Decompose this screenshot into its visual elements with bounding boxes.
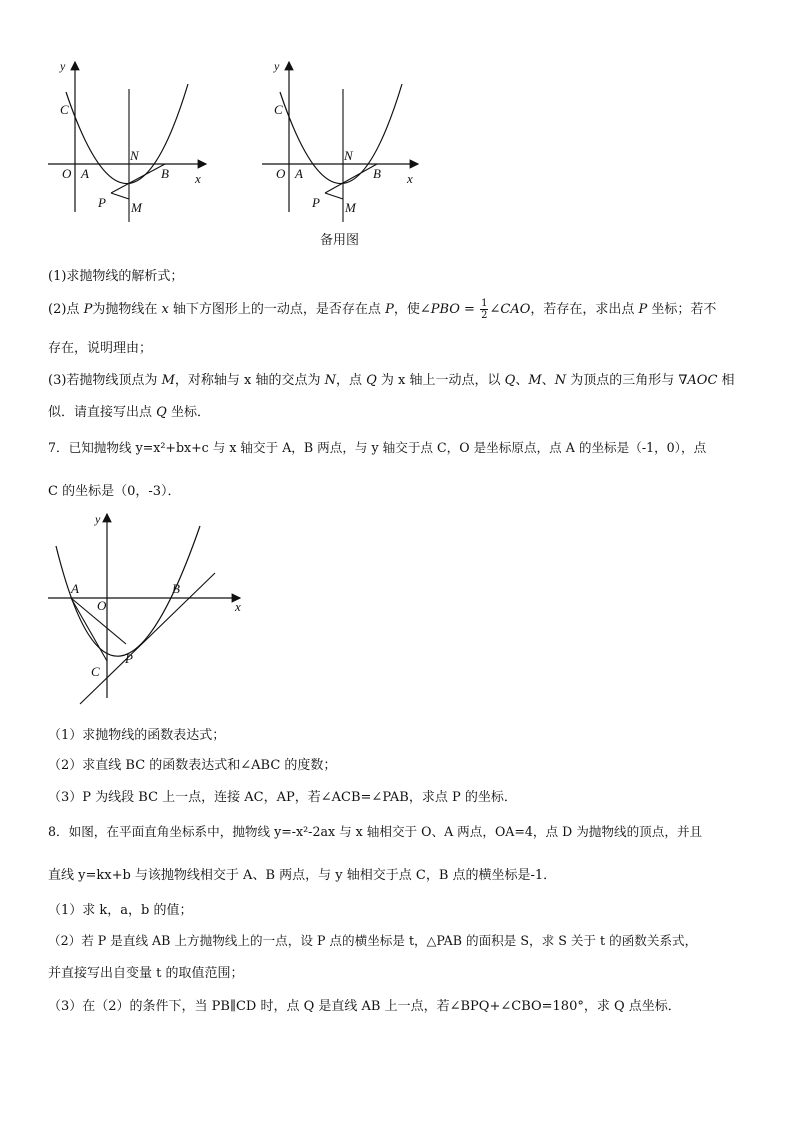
label-a: A [81,166,89,181]
p8-q2-line2: 并直接写出自变量 t 的取值范围； [48,966,244,981]
p6-q2-f: 坐标；若不 [647,302,717,317]
label-a: A [295,166,303,181]
label-p: P [98,195,106,210]
p6-q3-q: Q [366,373,377,388]
p6-q3-q2: Q [504,373,516,388]
label-b: B [373,166,381,181]
p8-q2-line1: （2）若 P 是直线 AB 上方抛物线上的一点，设 P 点的横坐标是 t，△PAB 的面积是 S，求 S 关于 t 的函数关系式， [48,933,698,948]
p6-q3-e: 、 [515,373,529,388]
p6-q2-pbo: PBO [430,302,460,317]
p6-q2-p1: P [83,302,93,317]
segment-pm [325,193,343,199]
p6-q2-a: (2)点 [48,302,84,317]
p8-q1: （1）求 k，a，b 的值； [48,903,193,918]
p6-q2-e: ，若存在，求出点 [530,302,639,317]
p6-q2-p3: P [638,302,648,317]
figure-1-parabola [40,54,220,224]
figure-2-caption: 备用图 [320,233,360,248]
p6-q3-a: (3)若抛物线顶点为 [48,373,162,388]
p6-q2-c: 轴下方图形上的一动点，是否存在点 [168,302,386,317]
label-n: N [344,148,353,163]
label-c: C [60,102,69,117]
p6-q3-n2: N [554,373,567,388]
p6-q3-line2a: 似．请直接写出点 [48,405,157,420]
p6-q3-line2b: 坐标． [166,405,210,420]
p7-stem-line1: 7．已知抛物线 y=x²+bx+c 与 x 轴交于 A，B 两点，与 y 轴交于点 C，O 是坐标原点，点 A 的坐标是（-1，0），点 [48,440,707,455]
label-y: y [274,59,280,73]
figure-2-svg [254,54,434,224]
p6-q3-c: ，点 [335,373,367,388]
p6-q2-eq: = [459,302,480,317]
p6-q3-m: M [161,373,175,388]
label-m: M [131,200,142,215]
label-c: C [274,102,283,117]
p6-q3-m2: M [528,373,542,388]
p6-q2-x: x [161,302,169,317]
p6-q3-q3: Q [156,405,167,420]
label-b: B [172,581,180,596]
figure-3-svg [40,508,260,713]
p6-q3-b: ，对称轴与 x 轴的交点为 [174,373,325,388]
label-a: A [71,581,79,596]
fraction-one-half [480,298,488,321]
segment-pb [325,164,377,193]
p6-q2-p2: P [385,302,394,317]
p6-q2 [48,298,716,321]
label-o: O [62,166,72,181]
p8-stem-line2: 直线 y=kx+b 与该抛物线相交于 A、B 两点，与 y 轴相交于点 C，B 点的横坐标是-1． [48,868,557,883]
segment-pb [111,164,165,193]
p6-q2-cao: CAO [500,302,531,317]
p6-q3-h: 相 [717,373,735,388]
figure-1-svg [40,54,220,224]
label-x: x [195,171,201,186]
p6-q2-angle: ∠ [489,302,501,317]
p7-q3: （3）P 为线段 BC 上一点，连接 AC，AP，若∠ACB=∠PAB，求点 P 的坐标． [48,790,517,805]
p6-q3-n: N [324,373,336,388]
p6-q3-g: 为顶点的三角形与 ∇ [566,373,688,388]
p8-stem-line1: 8．如图，在平面直角坐标系中，抛物线 y=-x²-2ax 与 x 轴相交于 O、A 两点，OA=4，点 D 为抛物线的顶点，并且 [48,824,703,839]
label-p: P [312,195,320,210]
fraction-denominator: 2 [481,310,488,321]
label-o: O [97,598,107,613]
label-c: C [91,664,100,679]
p6-q3-line2 [48,401,210,420]
p8-q3: （3）在（2）的条件下，当 PB∥CD 时，点 Q 是直线 AB 上一点，若∠BPQ+∠CBO=180°，求 Q 点坐标． [48,999,681,1014]
figure-3-parabola [40,508,260,713]
p7-q1: （1）求抛物线的函数表达式； [48,728,226,743]
p6-q1: (1)求抛物线的解析式； [48,269,184,284]
p7-q2: （2）求直线 BC 的函数表达式和∠ABC 的度数； [48,758,337,773]
label-x: x [235,599,241,614]
p6-q3 [48,369,735,388]
p6-q2-d: ，使∠ [393,302,431,317]
label-n: N [130,148,139,163]
p6-q3-d: 为 x 轴上一动点，以 [376,373,505,388]
label-b: B [161,166,169,181]
label-y: y [60,59,66,73]
label-o: O [276,166,286,181]
label-y: y [95,512,101,526]
label-x: x [407,171,413,186]
p6-q2-line2: 存在，说明理由； [48,341,153,356]
label-m: M [345,200,356,215]
p6-q3-aoc: AOC [687,373,718,388]
p6-q3-f: 、 [541,373,555,388]
segment-pm [111,193,129,199]
p7-stem-line2: C 的坐标是（0，-3）． [48,484,181,499]
label-p: P [125,651,133,666]
line-bc [80,573,215,704]
p6-q2-b: 为抛物线在 [92,302,162,317]
fraction-numerator: 1 [481,298,488,309]
figure-2-parabola [254,54,434,248]
